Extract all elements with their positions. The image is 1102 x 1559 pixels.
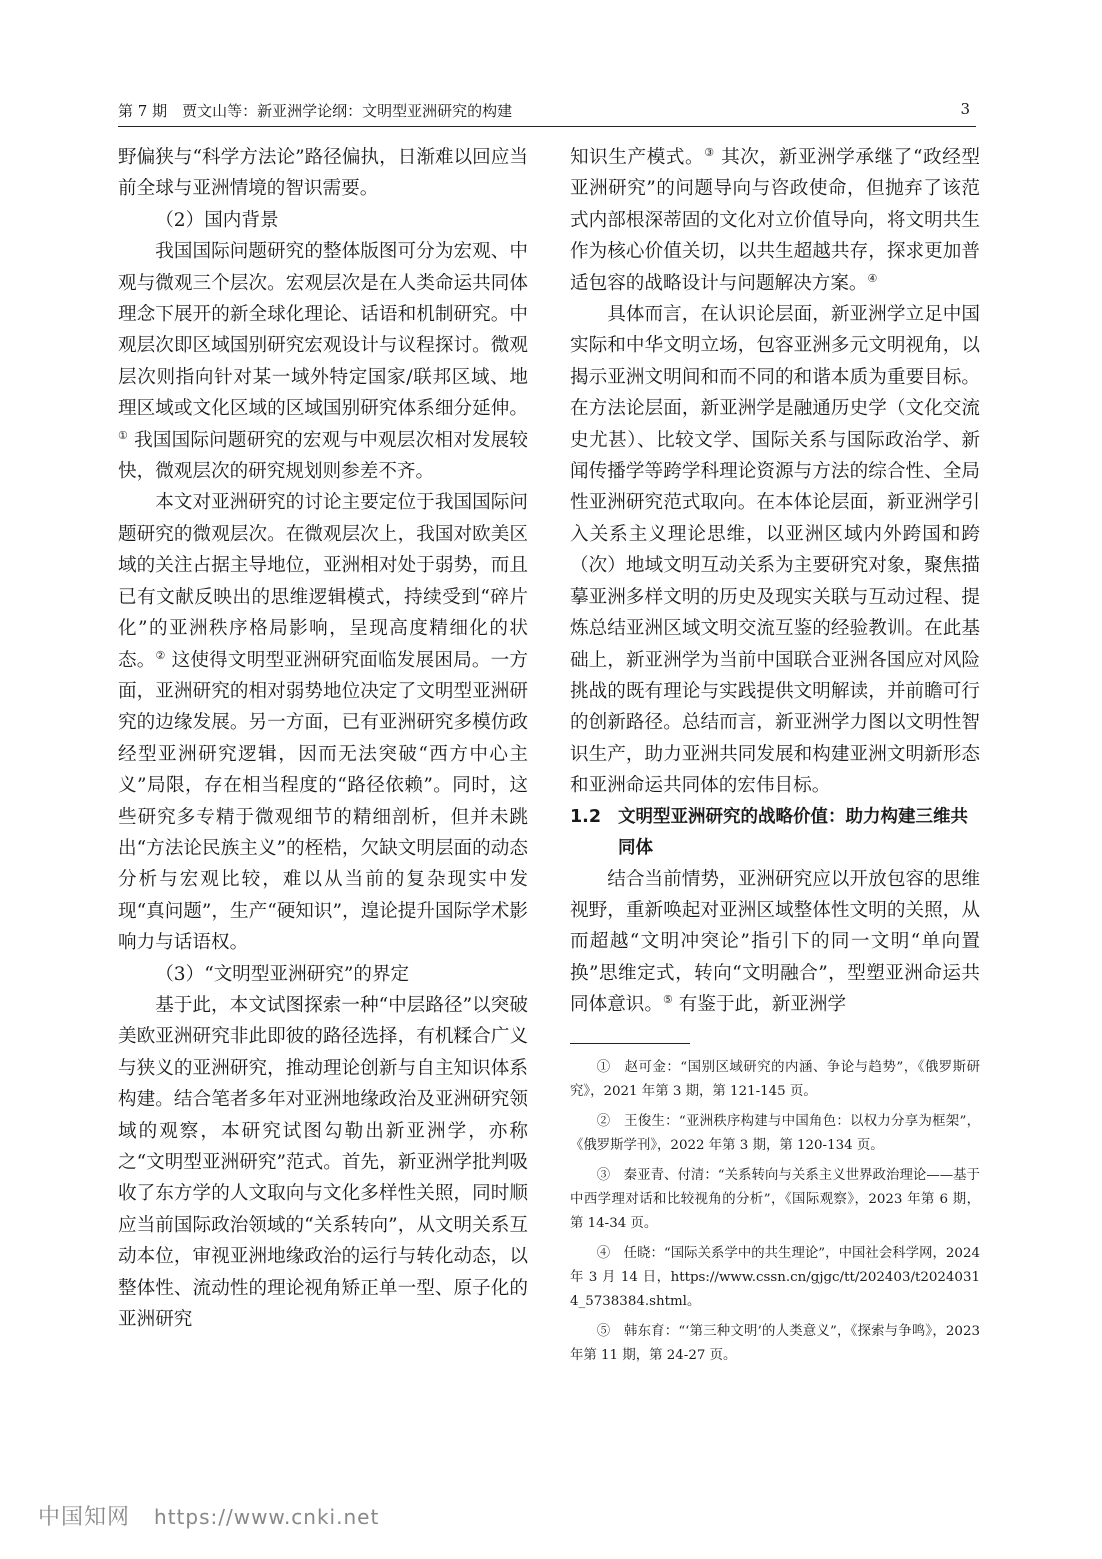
paragraph-text: 我国国际问题研究的宏观与中观层次相对发展较快，微观层次的研究规划则参差不齐。 — [118, 429, 528, 483]
paragraph — [118, 205, 528, 236]
section-heading-number: 1.2 — [570, 806, 602, 827]
paragraph-text: 本文对亚洲研究的讨论主要定位于我国国际问题研究的微观层次。在微观层次上，我国对欧美区域的关注占据主导地位，亚洲相对处于弱势，而且已有文献反映出的思维逻辑模式，持续受到“碎片化”的亚洲秩序格局影响，呈现高度精细化的状态。 — [118, 492, 528, 671]
footnote-rule — [570, 1043, 690, 1044]
page-number: 3 — [960, 100, 970, 118]
paragraph — [118, 236, 528, 487]
paragraph — [118, 142, 528, 205]
paragraph-text: 这使得文明型亚洲研究面临发展困局。一方面，亚洲研究的相对弱势地位决定了文明型亚洲研究的边缘发展。另一方面，已有亚洲研究多模仿政经型亚洲研究逻辑，因而无法突破“西方中心主义”局限，存在相当程度的“路径依赖”。同时，这些研究多专精于微观细节的精细剖析，但并未跳出“方法论民族主义”的桎梏，欠缺文明层面的动态分析与宏观比较，难以从当前的复杂现实中发现“真问题”，生产“硬知识”，遑论提升国际学术影响力与话语权。 — [118, 649, 528, 954]
section-heading-text: 文明型亚洲研究的战略价值：助力构建三维共同体 — [618, 806, 968, 858]
footnote: ① 赵可金：“国别区域研究的内涵、争论与趋势”，《俄罗斯研究》，2021 年第 3 期，第 121-145 页。 — [570, 1059, 980, 1099]
left-column — [118, 142, 528, 1335]
footnote: ② 王俊生：“亚洲秩序构建与中国角色：以权力分享为框架”，《俄罗斯学刊》，2022 年第 3 期，第 120-134 页。 — [570, 1113, 980, 1153]
paragraph-text: （3）“文明型亚洲研究”的界定 — [155, 963, 410, 985]
footnote-marker[interactable]: ⑤ — [662, 992, 673, 1006]
paragraph-text: （2）国内背景 — [155, 209, 279, 231]
paragraph-text: 知识生产模式。 — [570, 147, 705, 168]
paragraph — [118, 990, 528, 1335]
watermark-brand: 中国知网 — [38, 1505, 131, 1530]
paragraph — [118, 959, 528, 990]
paragraph-text: 有鉴于此，新亚洲学 — [672, 994, 847, 1016]
paragraph-text: 基于此，本文试图探索一种“中层路径”以突破美欧亚洲研究非此即彼的路径选择，有机糅合广义与狭义的亚洲研究，推动理论创新与自主知识体系构建。结合笔者多年对亚洲地缘政治及亚洲研究领域的观察，本研究试图勾勒出新亚洲学，亦称之“文明型亚洲研究”范式。首先，新亚洲学批判吸收了东方学的人文取向与文化多样性关照，同时顺应当前国际政治领域的“关系转向”，从文明关系互动本位，审视亚洲地缘政治的运行与转化动态，以整体性、流动性的理论视角矫正单一型、原子化的亚洲研究 — [118, 994, 528, 1331]
footnote-marker[interactable]: ③ — [704, 145, 715, 159]
paragraph-text: 其次，新亚洲学承继了“政经型亚洲研究”的问题导向与咨政使命，但抛弃了该范式内部根深蒂固的文化对立价值导向，将文明共生作为核心价值关切，以共生超越共存，探求更加普适包容的战略设计与问题解决方案。 — [570, 147, 980, 294]
paragraph — [570, 864, 980, 1021]
paragraph-text: 结合当前情势，亚洲研究应以开放包容的思维视野，重新唤起对亚洲区域整体性文明的关照，从而超越“文明冲突论”指引下的同一文明“单向置换”思维定式，转向“文明融合”，型塑亚洲命运共同体意识。 — [570, 868, 980, 1016]
paragraph — [570, 142, 980, 299]
running-header — [118, 96, 976, 127]
footnote: ④ 任晓：“国际关系学中的共生理论”，中国社会科学网，2024 年 3 月 14 日，https://www.cssn.cn/gjgc/tt/202403/t20240314_5738384.shtml。 — [570, 1245, 980, 1309]
footnote-marker[interactable]: ② — [155, 648, 166, 662]
footnote: ③ 秦亚青、付清：“关系转向与关系主义世界政治理论——基于中西学理对话和比较视角的分析”，《国际观察》，2023 年第 6 期，第 14-34 页。 — [570, 1167, 980, 1231]
footnotes — [570, 1056, 980, 1368]
footnote-marker[interactable]: ④ — [867, 271, 878, 285]
cnki-watermark — [38, 1500, 379, 1531]
paragraph — [570, 299, 980, 802]
footnote-marker[interactable]: ① — [118, 428, 129, 442]
paragraph-text: 具体而言，在认识论层面，新亚洲学立足中国实际和中华文明立场，包容亚洲多元文明视角，以揭示亚洲文明间和而不同的和谐本质为重要目标。在方法论层面，新亚洲学是融通历史学（文化交流史尤甚）、比较文学、国际关系与国际政治学、新闻传播学等跨学科理论资源与方法的综合性、全局性亚洲研究范式取向。在本体论层面，新亚洲学引入关系主义理论思维，以亚洲区域内外跨国和跨（次）地域文明互动关系为主要研究对象，聚焦描摹亚洲多样文明的历史及现实关联与互动过程、提炼总结亚洲区域文明交流互鉴的经验教训。在此基础上，新亚洲学为当前中国联合亚洲各国应对风险挑战的既有理论与实践提供文明解读，并前瞻可行的创新路径。总结而言，新亚洲学力图以文明性智识生产，助力亚洲共同发展和构建亚洲文明新形态和亚洲命运共同体的宏伟目标。 — [570, 304, 980, 797]
section-heading — [570, 802, 980, 864]
paragraph-text: 野偏狭与“科学方法论”路径偏执，日渐难以回应当前全球与亚洲情境的智识需要。 — [118, 147, 528, 200]
right-column — [570, 142, 980, 1374]
paragraph-text: 我国国际问题研究的整体版图可分为宏观、中观与微观三个层次。宏观层次是在人类命运共同体理念下展开的新全球化理论、话语和机制研究。中观层次即区域国别研究宏观设计与议程探讨。微观层次则指向针对某一域外特定国家/联邦区域、地理区域或文化区域的区域国别研究体系细分延伸。 — [118, 241, 528, 420]
footnote: ⑤ 韩东育：“‘第三种文明’的人类意义”，《探索与争鸣》，2023 年第 11 期，第 24-27 页。 — [570, 1323, 980, 1363]
running-header-title: 第 7 期 贾文山等：新亚洲学论纲：文明型亚洲研究的构建 — [118, 102, 513, 120]
watermark-url: https://www.cnki.net — [154, 1505, 380, 1529]
paragraph — [118, 487, 528, 958]
